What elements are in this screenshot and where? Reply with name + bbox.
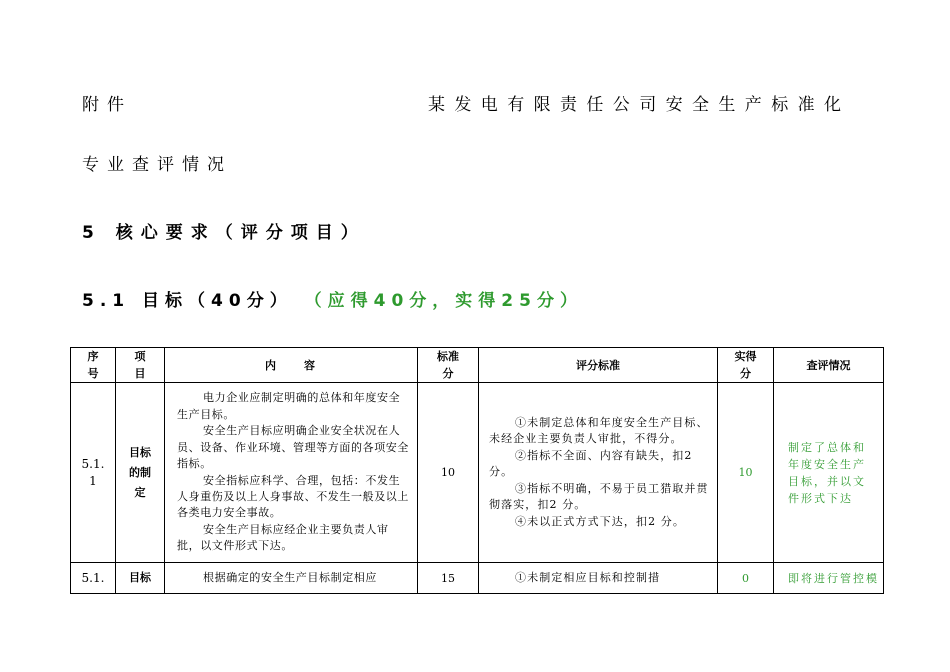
row-criteria (479, 383, 718, 563)
content-paragraph: 安全指标应科学、合理，包括：不发生人身重伤及以上人身事故、不发生一般及以上各类电力安全事故。 (177, 473, 409, 520)
criteria-item: ①未制定相应目标和控制措 (515, 570, 661, 584)
row-content (165, 383, 418, 563)
header-evaluation: 查评情况 (774, 348, 884, 383)
document-title-continued: 专业查评情况 (82, 155, 232, 175)
content-paragraph: 根据确定的安全生产目标制定相应 (203, 570, 377, 584)
section-5-1-title: 5.1 目标（40分） (82, 291, 293, 311)
content-paragraph: 安全生产目标应经企业主要负责人审批，以文件形式下达。 (177, 522, 389, 553)
row-content (165, 563, 418, 594)
row-std-score: 15 (418, 563, 479, 594)
row-evaluation: 制定了总体和年度安全生产目标，并以文件形式下达 (774, 383, 884, 563)
section-5-1-heading (82, 286, 583, 311)
table-row (71, 563, 884, 594)
row-evaluation: 即将进行管控模 (774, 563, 884, 594)
row-std-score: 10 (418, 383, 479, 563)
criteria-item: ②指标不全面、内容有缺失，扣2 分。 (489, 448, 693, 479)
header-no: 序 号 (71, 348, 116, 383)
criteria-item: ④未以正式方式下达，扣2 分。 (515, 514, 685, 528)
header-criteria: 评分标准 (479, 348, 718, 383)
attachment-label: 附件 (82, 95, 132, 115)
row-item: 目标 (116, 563, 165, 594)
row-actual-score: 10 (718, 383, 774, 563)
header-actual-score: 实得 分 (718, 348, 774, 383)
table-header-row (71, 348, 884, 383)
evaluation-table (70, 347, 884, 594)
criteria-item: ③指标不明确，不易于员工猎取并贯彻落实，扣2 分。 (489, 481, 709, 512)
section-5-1-score-result: （应得40分，实得25分） (304, 291, 583, 311)
row-item: 目标 的制 定 (116, 383, 165, 563)
header-content: 内 容 (165, 348, 418, 383)
content-paragraph: 安全生产目标应明确企业安全状况在人员、设备、作业环境、管理等方面的各项安全指标。 (177, 424, 409, 471)
table-row (71, 383, 884, 563)
header-item: 项 目 (116, 348, 165, 383)
header-std-score: 标准 分 (418, 348, 479, 383)
row-actual-score: 0 (718, 563, 774, 594)
document-title: 某发电有限责任公司安全生产标准化 (428, 95, 851, 115)
section-5-heading: 5 核心要求（评分项目） (82, 223, 366, 243)
criteria-item: ①未制定总体和年度安全生产目标、未经企业主要负责人审批，不得分。 (489, 416, 709, 446)
row-criteria (479, 563, 718, 594)
content-paragraph: 电力企业应制定明确的总体和年度安全生产目标。 (177, 391, 401, 421)
row-no: 5.1. 1 (71, 383, 116, 563)
row-no: 5.1. (71, 563, 116, 594)
